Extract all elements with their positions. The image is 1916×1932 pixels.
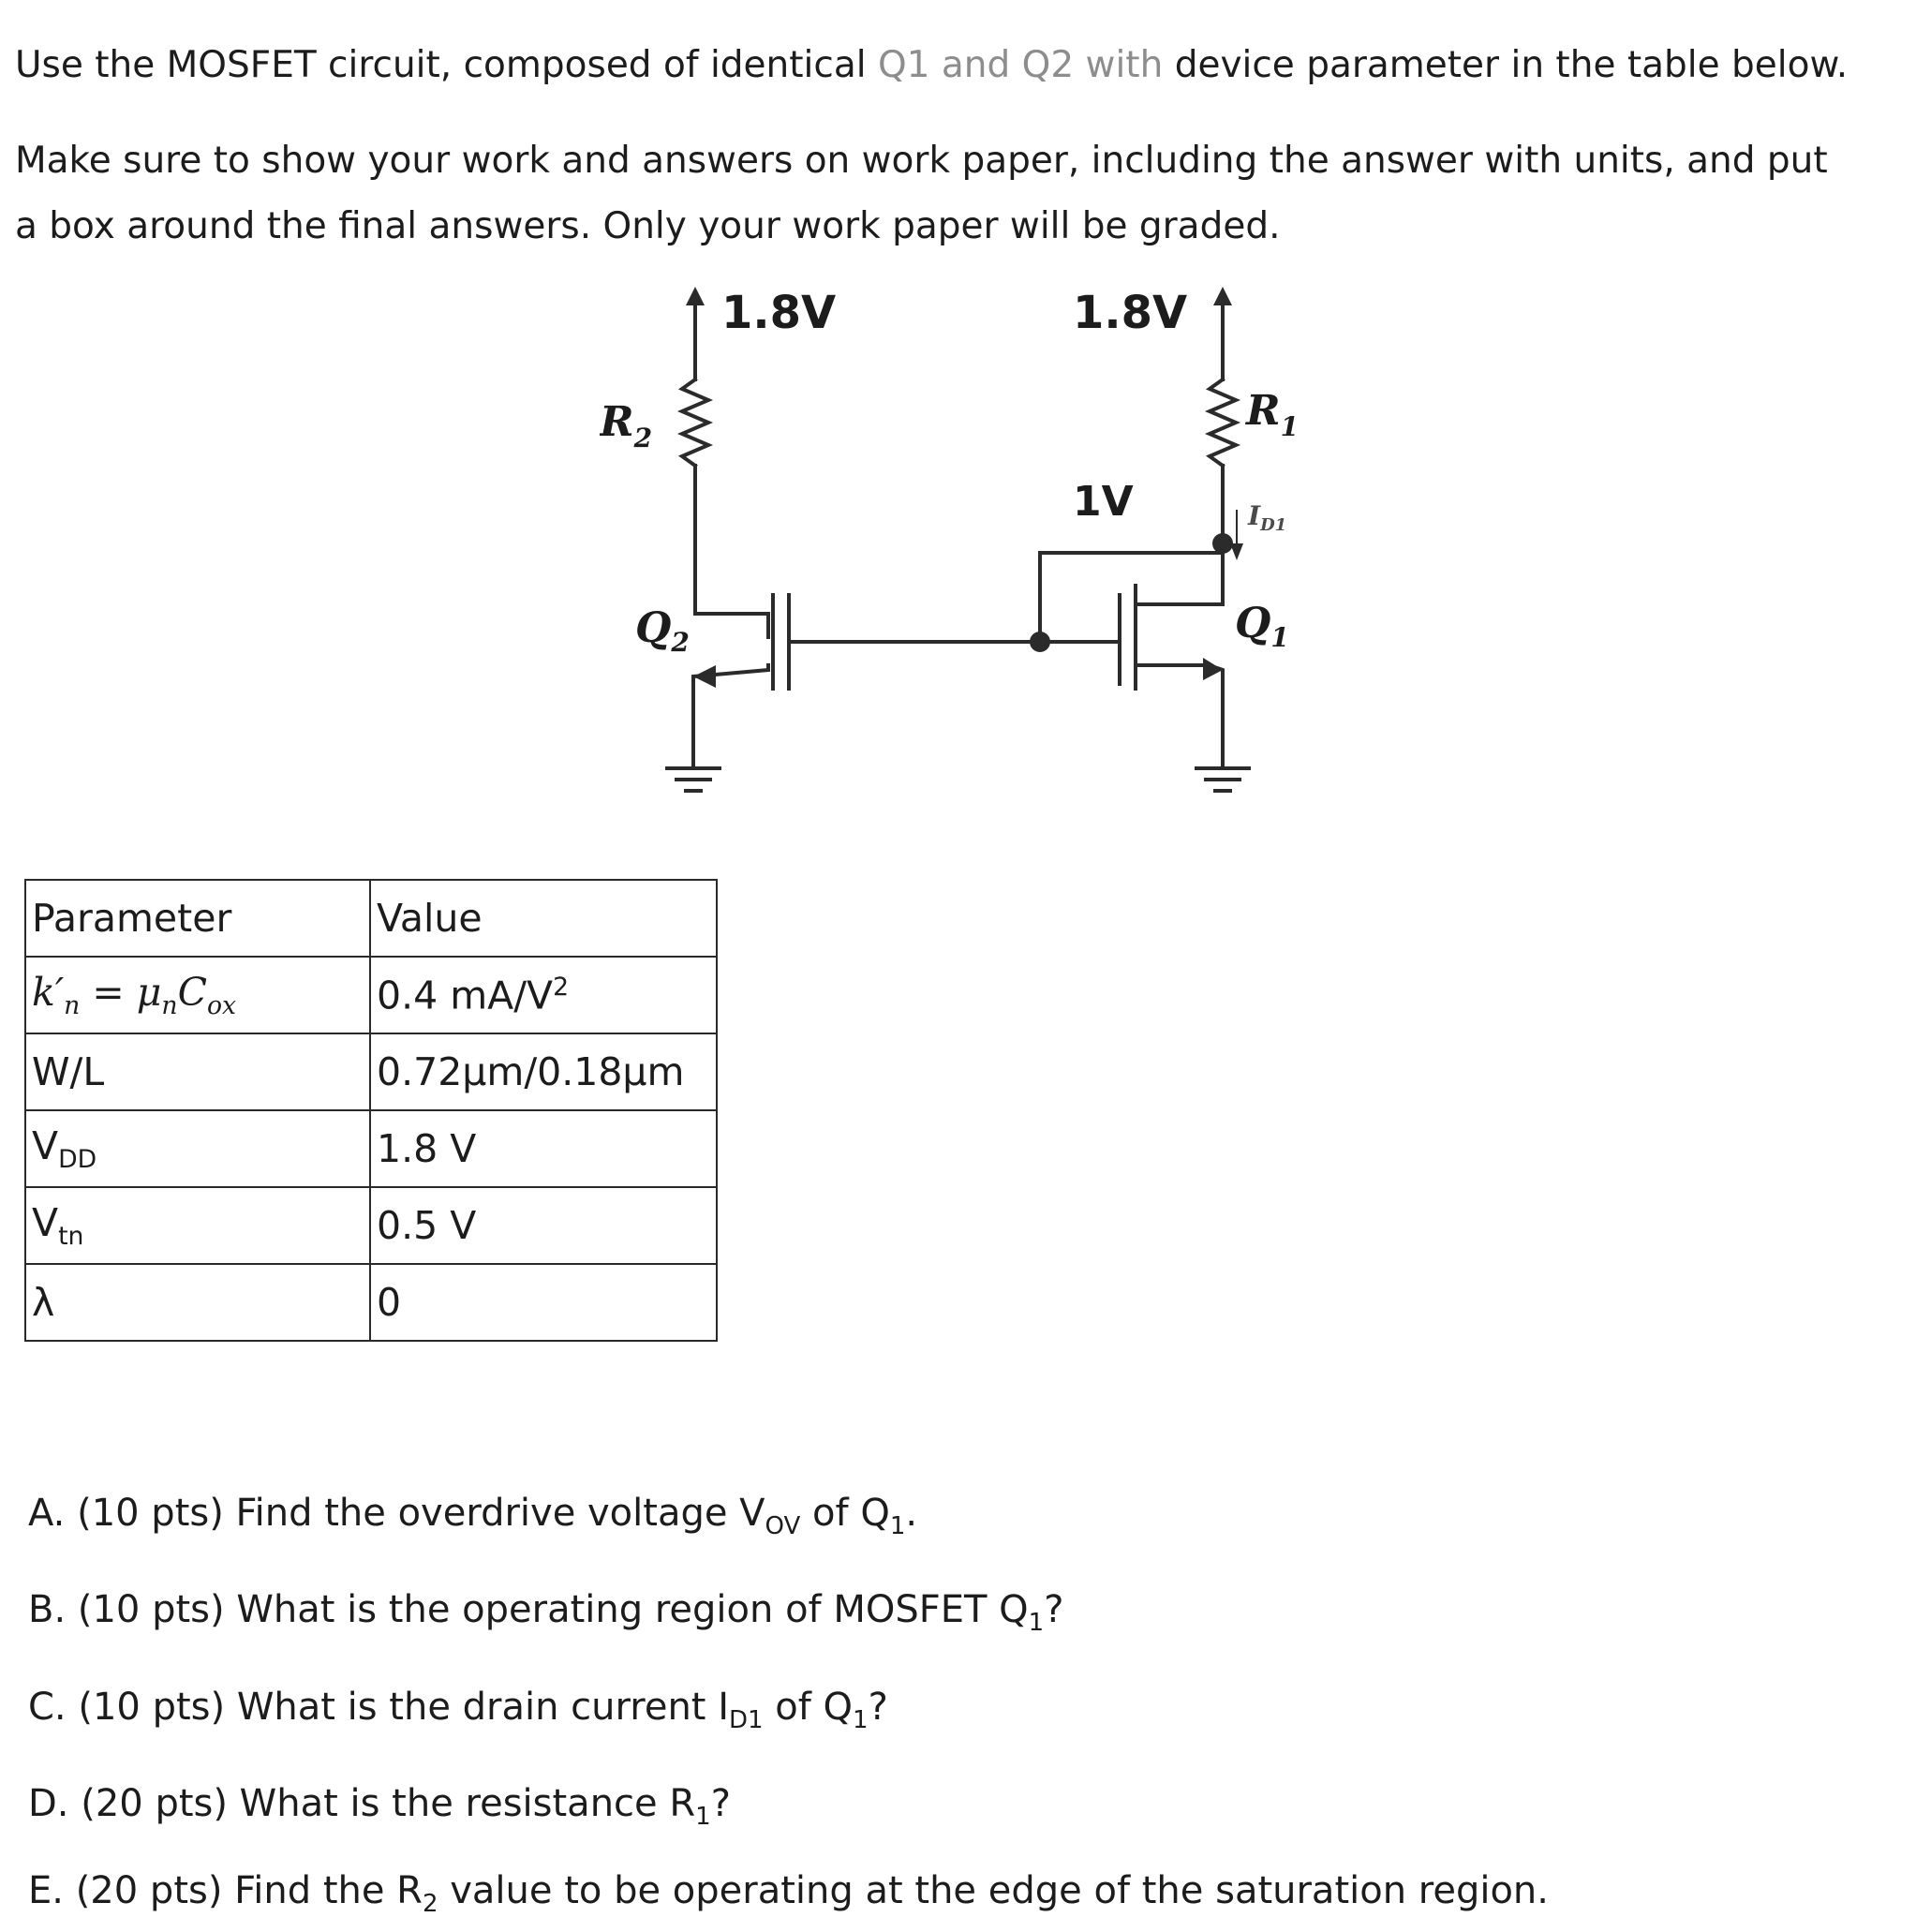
wl-param-cell: W/L <box>25 1033 370 1110</box>
id1-label: $I_{D1}$ <box>1248 500 1287 535</box>
question-b: B. (10 pts) What is the operating region of MOSFET $Q_1$? <box>28 1588 1064 1637</box>
r1-label: $R_1$ <box>1246 387 1300 442</box>
question-c: C. (10 pts) What is the drain current $I_{D1}$ of $Q_1$? <box>28 1686 888 1734</box>
kn-value: 0.4 mA/V <box>377 973 554 1018</box>
mosfet-circuit-diagram <box>600 272 1312 834</box>
vtn-param-sub: tn <box>58 1222 84 1252</box>
r2-label: $R_2$ <box>600 398 653 453</box>
kn-unit-exp: 2 <box>553 972 570 1002</box>
kn-formula: $k'_n = \mu_nC_{ox}$ <box>32 969 237 1021</box>
header-value-cell: Value <box>370 880 717 957</box>
kn-param-cell <box>25 957 370 1033</box>
vtn-value-cell: 0.5 V <box>370 1187 717 1264</box>
q2-drain-wire <box>695 466 768 637</box>
right-supply-arrow-icon <box>1213 287 1232 305</box>
intro-line-3: a box around the final answers. Only your work paper will be graded. <box>15 205 1281 247</box>
intro-line-1 <box>15 43 1848 88</box>
q1-label: $Q_1$ <box>1235 600 1289 653</box>
table-row <box>25 1033 717 1110</box>
vtn-param-cell <box>25 1187 370 1264</box>
vdd-param-main: V <box>32 1122 59 1168</box>
question-e: E. (20 pts) Find the $R_2$ value to be operating at the edge of the saturation region. <box>28 1869 1549 1918</box>
table-row <box>25 1110 717 1187</box>
intro-line-1-c: device parameter in the table below. <box>1163 44 1849 86</box>
vtn-param-main: V <box>32 1199 59 1245</box>
table-row <box>25 957 717 1033</box>
q2-label: $Q_2$ <box>635 604 690 658</box>
vdd-param-cell <box>25 1110 370 1187</box>
question-a: A. (10 pts) Find the overdrive voltage $V_{OV}$ of $Q_1$. <box>28 1492 918 1540</box>
supply-right-label: 1.8V <box>1073 287 1188 339</box>
parameter-table <box>24 879 718 1342</box>
table-row <box>25 1264 717 1341</box>
gate-junction-dot <box>1030 632 1050 652</box>
wl-value-cell: 0.72μm/0.18μm <box>370 1033 717 1110</box>
drain-voltage-label: 1V <box>1073 478 1134 526</box>
q1-source-arrow-icon <box>1203 658 1223 680</box>
table-row <box>25 880 717 957</box>
question-d: D. (20 pts) What is the resistance $R_1$? <box>28 1782 731 1831</box>
r2-resistor <box>682 379 708 466</box>
intro-line-2: Make sure to show your work and answers on work paper, including the answer with units, and put <box>15 140 1828 182</box>
intro-line-1-a: Use the MOSFET circuit, composed of identical <box>15 44 878 86</box>
intro-line-1-b: Q1 and Q2 with <box>877 44 1164 86</box>
header-param-cell: Parameter <box>25 880 370 957</box>
lambda-param-cell: λ <box>25 1264 370 1341</box>
drain-junction-dot <box>1212 533 1233 554</box>
lambda-value-cell: 0 <box>370 1264 717 1341</box>
q2-source-arrow-icon <box>693 665 716 688</box>
r1-resistor <box>1210 379 1236 466</box>
left-supply-arrow-icon <box>686 287 705 305</box>
supply-left-label: 1.8V <box>721 287 837 339</box>
diode-connection-wire <box>1040 553 1223 642</box>
kn-value-cell <box>370 957 717 1033</box>
q1-source-wire <box>1136 665 1223 768</box>
table-row <box>25 1187 717 1264</box>
id1-arrow-icon <box>1230 543 1243 560</box>
vdd-param-sub: DD <box>58 1145 97 1175</box>
vdd-value-cell: 1.8 V <box>370 1110 717 1187</box>
